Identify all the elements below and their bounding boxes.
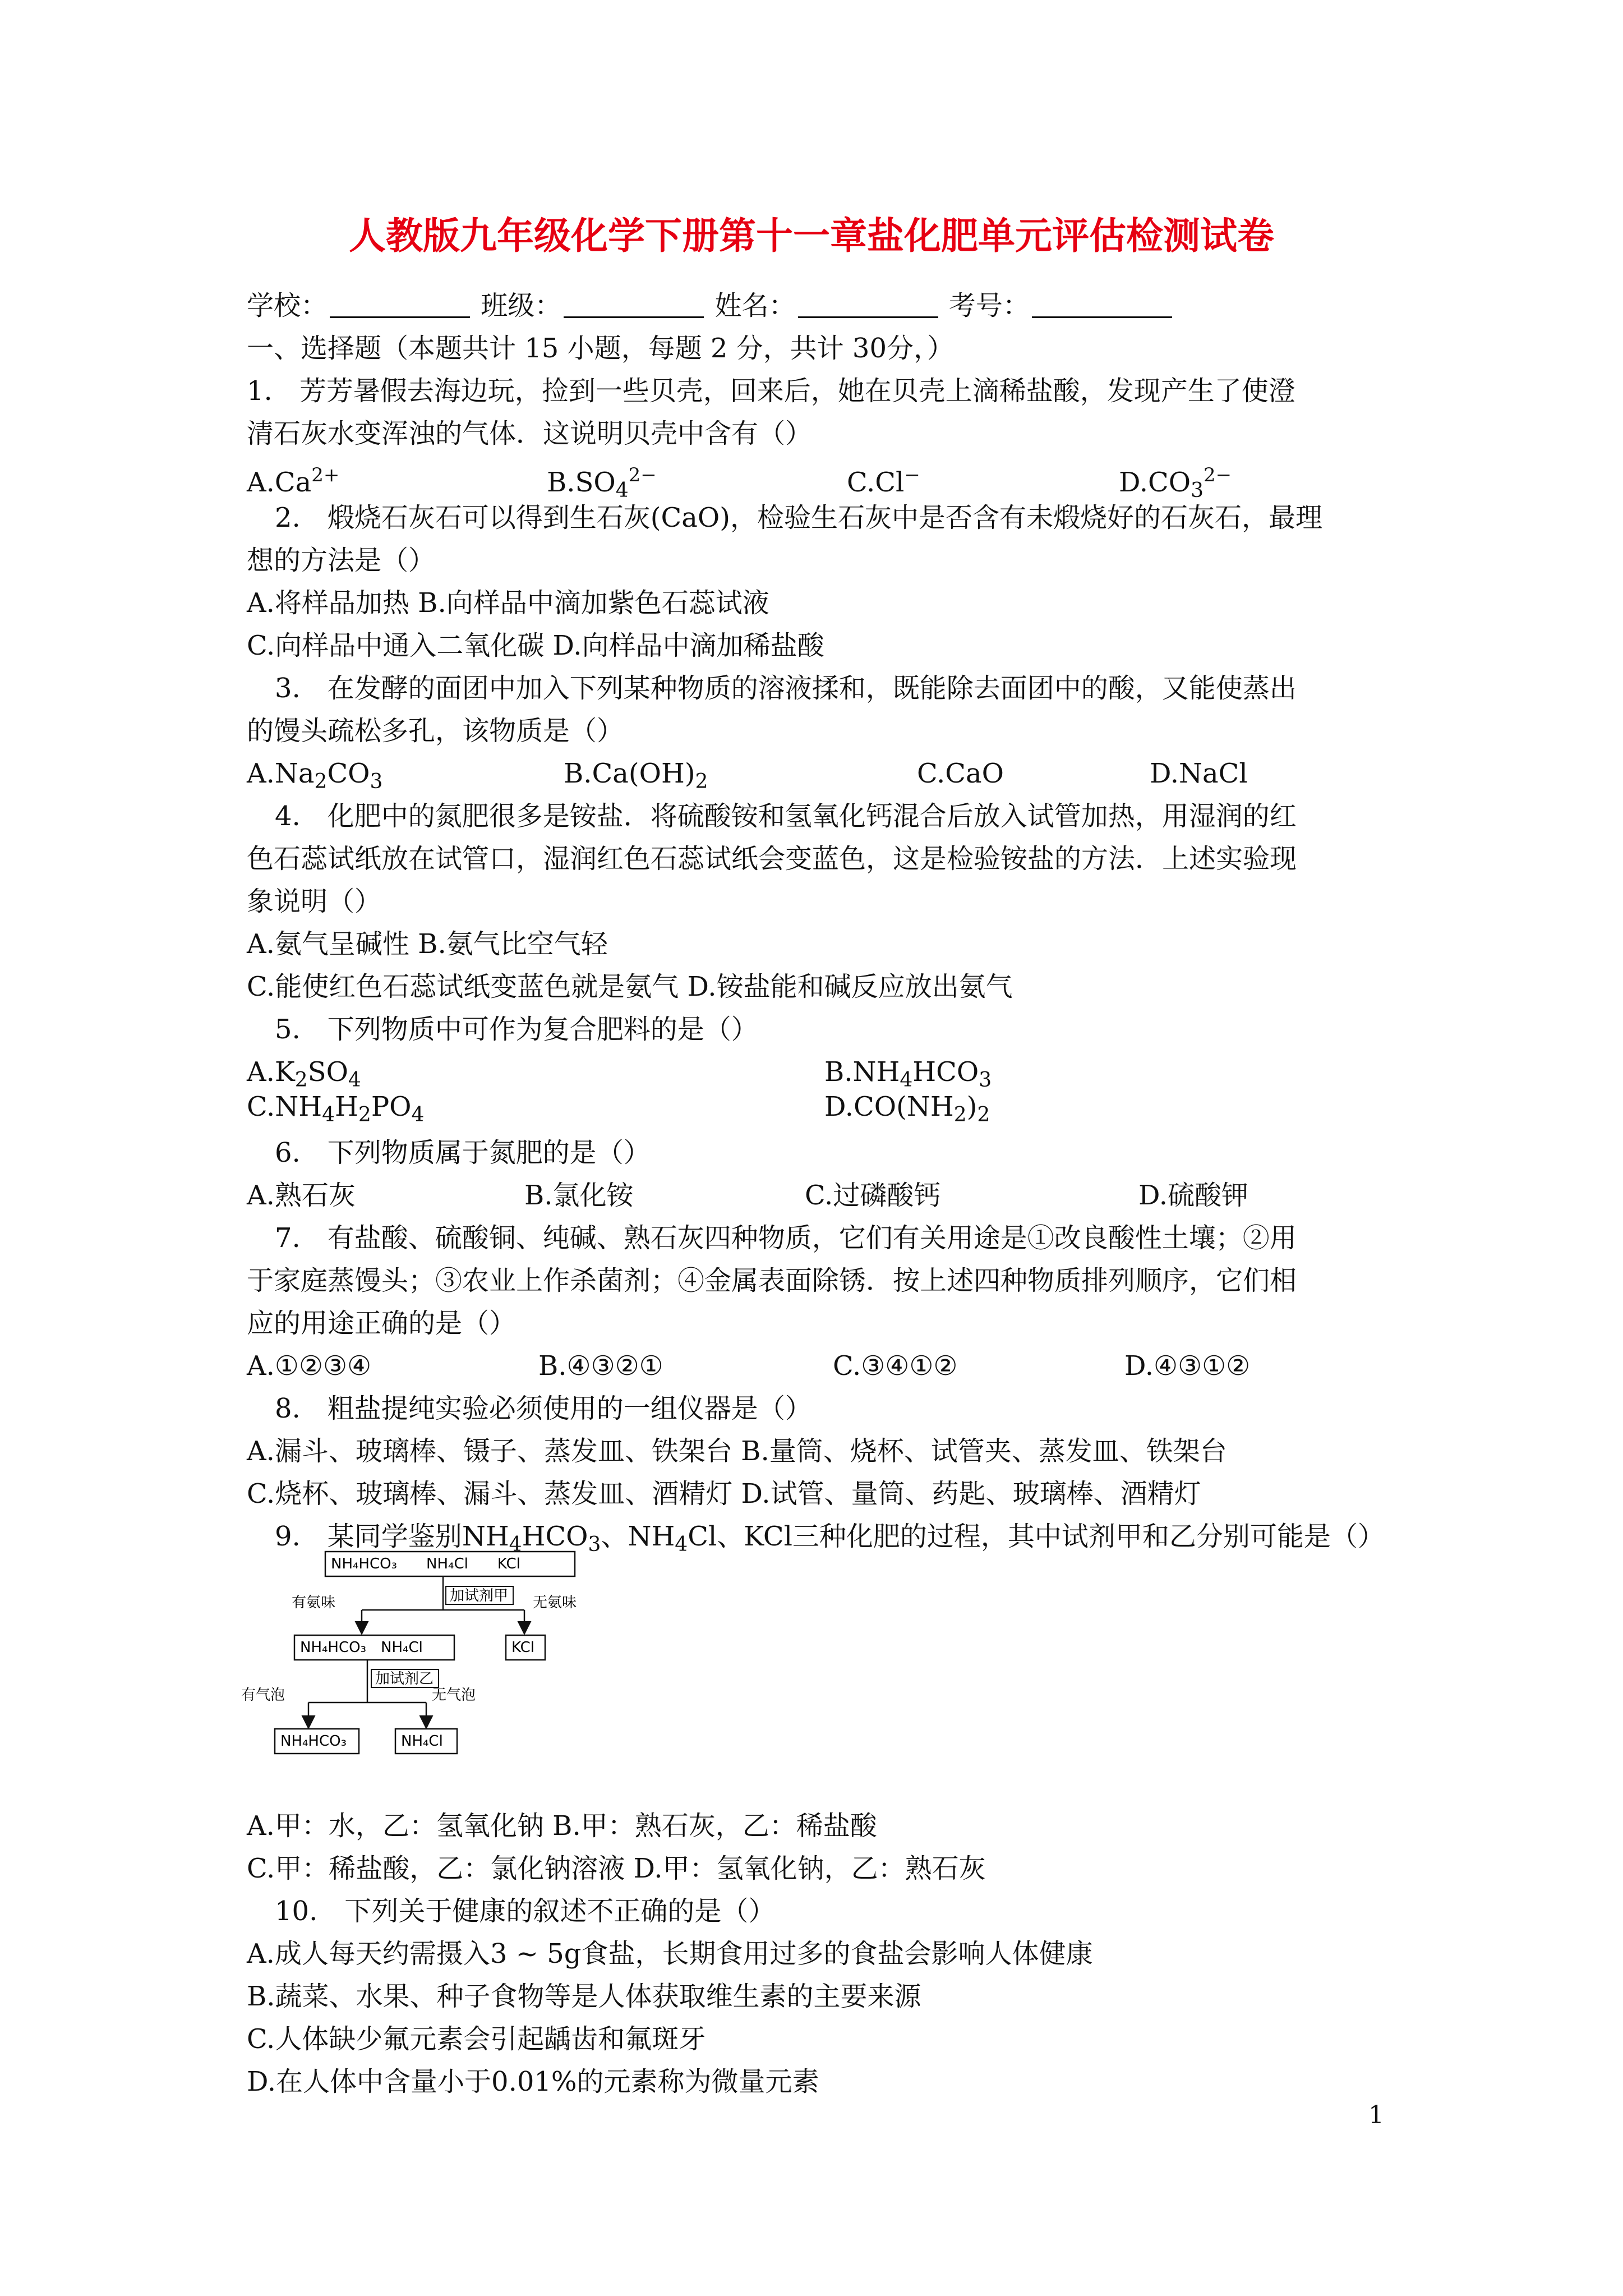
flow-left1: 有氨味 (292, 1594, 336, 1611)
q3-option-b[interactable] (564, 754, 708, 802)
flow-kcl-text: KCl (511, 1639, 535, 1656)
q9-f2-mid: Cl (688, 1521, 717, 1552)
question-1-line-1: 1. 芳芳暑假去海边玩，捡到一些贝壳，回来后，她在贝壳上滴稀盐酸，发现产生了使澄 (247, 375, 1295, 407)
q5-a-mid: SO (307, 1056, 348, 1088)
q1-d-text: D.CO (1119, 467, 1191, 498)
section-heading: 一、选择题（本题共计 15 小题，每题 2 分，共计 30分，） (247, 333, 954, 364)
q1-b-text: B.SO (547, 467, 616, 498)
q9-f1-mid: HCO (522, 1521, 588, 1552)
q9-options-cd[interactable]: C.甲：稀盐酸，乙：氯化钠溶液 D.甲：氢氧化钠，乙：熟石灰 (247, 1853, 986, 1884)
q3-option-d[interactable]: D.NaCl (1150, 758, 1248, 789)
q10-option-d[interactable]: D.在人体中含量小于0.01%的元素称为微量元素 (247, 2066, 819, 2097)
question-4-line-2: 色石蕊试纸放在试管口，湿润红色石蕊试纸会变蓝色，这是检验铵盐的方法．上述实验现 (247, 843, 1297, 875)
q1-d-sup: 2− (1204, 464, 1232, 486)
q9-f2: NH (628, 1521, 675, 1552)
question-3-line-2: 的馒头疏松多孔，该物质是（） (247, 715, 624, 747)
q4-options-cd[interactable]: C.能使红色石蕊试纸变蓝色就是氨气 D.铵盐能和碱反应放出氨气 (247, 971, 1013, 1002)
q3-a-sub2: 3 (370, 770, 383, 793)
q7-option-d[interactable]: D.④③①② (1124, 1350, 1251, 1382)
question-7-line-1: 7. 有盐酸、硫酸铜、纯碱、熟石灰四种物质，它们有关用途是①改良酸性土壤；②用 (275, 1222, 1297, 1254)
q3-option-a[interactable] (247, 754, 382, 802)
question-6-line-1: 6. 下列物质属于氮肥的是（） (275, 1137, 651, 1168)
flow-reagent1: 加试剂甲 (450, 1588, 509, 1604)
question-3-line-1: 3. 在发酵的面团中加入下列某种物质的溶液揉和，既能除去面团中的酸，又能使蒸出 (275, 673, 1297, 704)
q5-a-text: A.K (247, 1056, 295, 1088)
q5-c-text: C.NH (247, 1091, 322, 1122)
q6-option-c[interactable]: C.过磷酸钙 (805, 1180, 941, 1211)
q1-b-sub: 4 (615, 479, 629, 502)
question-10-line-1: 10. 下列关于健康的叙述不正确的是（） (275, 1895, 776, 1927)
q9-f1: NH (462, 1521, 509, 1552)
q10-option-c[interactable]: C.人体缺少氟元素会引起龋齿和氟斑牙 (247, 2023, 706, 2055)
q3-a-mid: CO (327, 758, 370, 789)
q2-options-ab[interactable]: A.将样品加热 B.向样品中滴加紫色石蕊试液 (247, 587, 769, 619)
question-2-line-2: 想的方法是（） (247, 545, 436, 576)
q9-sep: 、 (601, 1521, 628, 1552)
q7-option-a[interactable]: A.①②③④ (247, 1350, 372, 1382)
flow-top-text: NH₄HCO₃ NH₄Cl KCl (331, 1556, 520, 1572)
school-blank[interactable] (330, 294, 470, 318)
q6-option-a[interactable]: A.熟石灰 (247, 1180, 356, 1211)
q5-a-sub2: 4 (348, 1069, 361, 1092)
q4-options-ab[interactable]: A.氨气呈碱性 B.氨气比空气轻 (247, 928, 608, 960)
q5-option-d[interactable] (824, 1087, 990, 1135)
flow-reagent2: 加试剂乙 (375, 1671, 434, 1687)
q1-a-sup: 2+ (311, 464, 340, 486)
flow-right2: 无气泡 (432, 1687, 476, 1704)
student-info-line (247, 286, 1174, 325)
question-4-line-3: 象说明（） (247, 886, 382, 917)
class-label: 班级： (481, 290, 562, 321)
q7-option-c[interactable]: C.③④①② (833, 1350, 958, 1382)
question-8-line-1: 8. 粗盐提纯实验必须使用的一组仪器是（） (275, 1393, 812, 1424)
q5-c-sub2: 2 (358, 1103, 371, 1126)
q3-b-sub: 2 (695, 770, 708, 793)
q3-a-text: A.Na (247, 758, 315, 789)
name-blank[interactable] (798, 294, 938, 318)
q1-c-text: C.Cl (847, 467, 905, 498)
q9-f2-sub: 4 (675, 1533, 688, 1556)
q1-option-c[interactable] (847, 455, 920, 502)
q5-d-text: D.CO(NH (824, 1091, 954, 1122)
q10-option-a[interactable]: A.成人每天约需摄入3 ~ 5g食盐，长期食用过多的食盐会影响人体健康 (247, 1938, 1093, 1970)
id-label: 考号： (948, 290, 1030, 321)
q5-c-end: PO (371, 1091, 412, 1122)
q7-option-b[interactable]: B.④③②① (538, 1350, 663, 1382)
flow-bottom-left-text: NH₄HCO₃ (280, 1733, 347, 1750)
q1-b-sup: 2− (628, 464, 657, 486)
flow-right1: 无氨味 (533, 1594, 577, 1611)
q3-option-c[interactable]: C.CaO (917, 758, 1004, 789)
name-label: 姓名： (714, 290, 796, 321)
q8-options-cd[interactable]: C.烧杯、玻璃棒、漏斗、蒸发皿、酒精灯 D.试管、量筒、药匙、玻璃棒、酒精灯 (247, 1478, 1201, 1510)
question-1-line-2: 清石灰水变浑浊的气体．这说明贝壳中含有（） (247, 418, 813, 449)
q9-f1-sub2: 3 (588, 1533, 601, 1556)
q5-d-sub2: 2 (977, 1103, 990, 1126)
q10-option-b[interactable]: B.蔬菜、水果、种子食物等是人体获取维生素的主要来源 (247, 1981, 921, 2012)
q1-c-sup: − (904, 464, 920, 486)
question-7-line-2: 于家庭蒸馒头；③农业上作杀菌剂；④金属表面除锈．按上述四种物质排列顺序，它们相 (247, 1265, 1297, 1296)
q2-options-cd[interactable]: C.向样品中通入二氧化碳 D.向样品中滴加稀盐酸 (247, 630, 824, 661)
q5-c-sub3: 4 (411, 1103, 425, 1126)
q5-d-mid: ) (966, 1091, 978, 1122)
class-blank[interactable] (564, 294, 704, 318)
q5-d-sub1: 2 (953, 1103, 967, 1126)
q9-f1-sub1: 4 (509, 1533, 522, 1556)
question-2-line-1: 2. 煅烧石灰石可以得到生石灰(CaO)，检验生石灰中是否含有未煅烧好的石灰石，最理 (275, 502, 1322, 533)
q6-option-b[interactable]: B.氯化铵 (524, 1180, 634, 1211)
q5-option-c[interactable] (247, 1087, 424, 1135)
q3-b-text: B.Ca(OH) (564, 758, 695, 789)
q5-b-mid: HCO (912, 1056, 979, 1088)
q9-options-ab[interactable]: A.甲：水，乙：氢氧化钠 B.甲：熟石灰，乙：稀盐酸 (247, 1810, 877, 1842)
q1-option-a[interactable] (247, 455, 339, 502)
q5-b-text: B.NH (824, 1056, 900, 1088)
school-label: 学校： (247, 290, 328, 321)
q5-b-sub1: 4 (900, 1069, 913, 1092)
q9-pre: 9. 某同学鉴别 (275, 1521, 462, 1552)
identification-flowchart (241, 1548, 600, 1795)
flow-left2: 有气泡 (241, 1687, 285, 1704)
q8-options-ab[interactable]: A.漏斗、玻璃棒、镊子、蒸发皿、铁架台 B.量筒、烧杯、试管夹、蒸发皿、铁架台 (247, 1435, 1227, 1467)
q5-c-mid: H (335, 1091, 358, 1122)
question-7-line-3: 应的用途正确的是（） (247, 1308, 517, 1339)
q6-option-d[interactable]: D.硫酸钾 (1138, 1180, 1249, 1211)
q9-post: 、KCl三种化肥的过程，其中试剂甲和乙分别可能是（） (717, 1521, 1385, 1552)
q1-d-sub: 3 (1191, 479, 1204, 502)
q5-b-sub2: 3 (979, 1069, 992, 1092)
q5-c-sub1: 4 (322, 1103, 335, 1126)
question-4-line-1: 4. 化肥中的氮肥很多是铵盐．将硫酸铵和氢氧化钙混合后放入试管加热，用湿润的红 (275, 800, 1297, 832)
q3-a-sub1: 2 (314, 770, 328, 793)
flow-mid-text: NH₄HCO₃ NH₄Cl (300, 1639, 423, 1656)
page-number: 1 (1368, 2101, 1384, 2129)
flow-bottom-right-text: NH₄Cl (401, 1733, 443, 1750)
q5-a-sub1: 2 (294, 1069, 308, 1092)
id-blank[interactable] (1032, 294, 1172, 318)
q1-a-text: A.Ca (247, 467, 312, 498)
question-5-line-1: 5. 下列物质中可作为复合肥料的是（） (275, 1014, 758, 1045)
page-title: 人教版九年级化学下册第十一章盐化肥单元评估检测试卷 (349, 214, 1274, 257)
